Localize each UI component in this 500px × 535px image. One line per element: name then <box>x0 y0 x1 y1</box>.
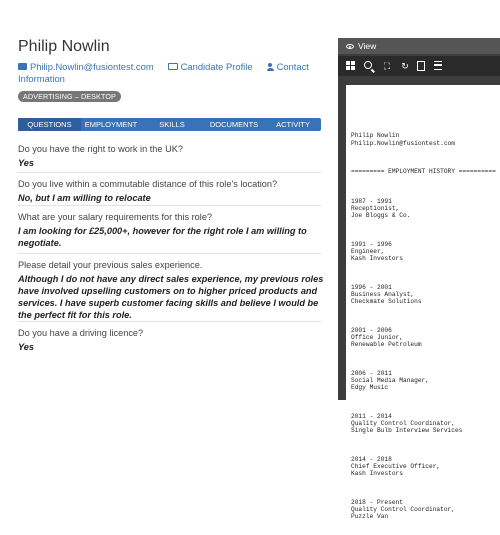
user-icon <box>267 63 274 71</box>
history-entry: 2018 - Present Quality Control Coordinator, Puzzle Van <box>351 498 455 521</box>
question-text: Do you live within a commutable distance of this role's location? <box>18 179 278 189</box>
fit-icon[interactable]: ⛶ <box>383 61 391 71</box>
history-entry: 1996 - 2001 Business Analyst, Checkmate Solutions <box>351 283 422 306</box>
viewer-title: View <box>358 41 377 51</box>
question-item <box>18 143 328 169</box>
job-badge: ADVERTISING – DESKTOP <box>18 91 121 102</box>
doc-email: Philip.Nowlin@fusiontest.com <box>351 139 455 147</box>
answer-text: No, but I am willing to relocate <box>18 193 151 203</box>
divider <box>18 321 321 322</box>
history-entry: 2006 - 2011 Social Media Manager, Edgy Music <box>351 369 429 392</box>
doc-name: Philip Nowlin <box>351 132 400 140</box>
contact-information-link[interactable]: Contact Information <box>18 61 309 84</box>
rotate-icon[interactable]: ↻ <box>401 61 409 71</box>
page-icon[interactable] <box>417 61 427 71</box>
contact-links <box>18 61 318 85</box>
history-entry: 2011 - 2014 Quality Control Coordinator, Single Bulb Interview Services <box>351 412 463 435</box>
divider <box>18 253 321 254</box>
candidate-name: Philip Nowlin <box>18 38 110 55</box>
zoom-icon[interactable] <box>364 61 374 71</box>
viewer-header <box>338 38 500 54</box>
section-heading: ========= EMPLOYMENT HISTORY ========== <box>351 168 496 176</box>
text-lines-icon[interactable] <box>434 61 444 71</box>
question-text: What are your salary requirements for this role? <box>18 212 213 222</box>
candidate-profile-link[interactable]: Candidate Profile <box>180 61 253 72</box>
tab-employment[interactable]: EMPLOYMENT <box>84 120 138 129</box>
divider <box>18 172 321 173</box>
divider <box>18 205 321 206</box>
history-entry: 2001 - 2006 Office Junior, Renewable Petroleum <box>351 326 422 349</box>
question-item <box>18 211 328 249</box>
answer-text: Yes <box>18 158 35 168</box>
question-text: Please detail your previous sales experience. <box>18 260 203 270</box>
eye-icon <box>346 44 354 49</box>
email-link[interactable]: Philip.Nowlin@fusiontest.com <box>30 61 154 72</box>
answer-text: Yes <box>18 342 35 352</box>
tab-documents[interactable]: DOCUMENTS <box>209 120 259 129</box>
grid-icon[interactable] <box>346 61 356 71</box>
resume-text <box>351 118 496 535</box>
tab-skills[interactable]: SKILLS <box>159 120 185 129</box>
id-card-icon <box>168 63 178 70</box>
history-entry: 2014 - 2018 Chief Executive Officer, Kash Investors <box>351 455 441 478</box>
question-text: Do you have a driving licence? <box>18 328 144 338</box>
question-item <box>18 178 328 204</box>
tab-questions[interactable]: QUESTIONS <box>18 118 81 131</box>
answer-text: I am looking for £25,000+, however for the right role I am willing to negotiate. <box>18 226 307 248</box>
history-entry: 1991 - 1996 Engineer, Kash Investors <box>351 240 403 263</box>
history-entry: 1987 - 1991 Receptionist, Joe Bloggs & Co. <box>351 197 411 220</box>
tab-bar <box>18 118 321 131</box>
answer-text: Although I do not have any direct sales experience, my previous roles have involved upselling customers on to higher priced products and services. I have superb customer facing skills and believe I would be the perfect fit for this role. <box>18 274 324 320</box>
question-item <box>18 259 328 321</box>
viewer-toolbar <box>338 56 500 76</box>
envelope-icon <box>18 63 27 70</box>
tab-activity[interactable]: ACTIVITY <box>276 120 310 129</box>
question-text: Do you have the right to work in the UK? <box>18 144 183 154</box>
question-item <box>18 327 328 353</box>
